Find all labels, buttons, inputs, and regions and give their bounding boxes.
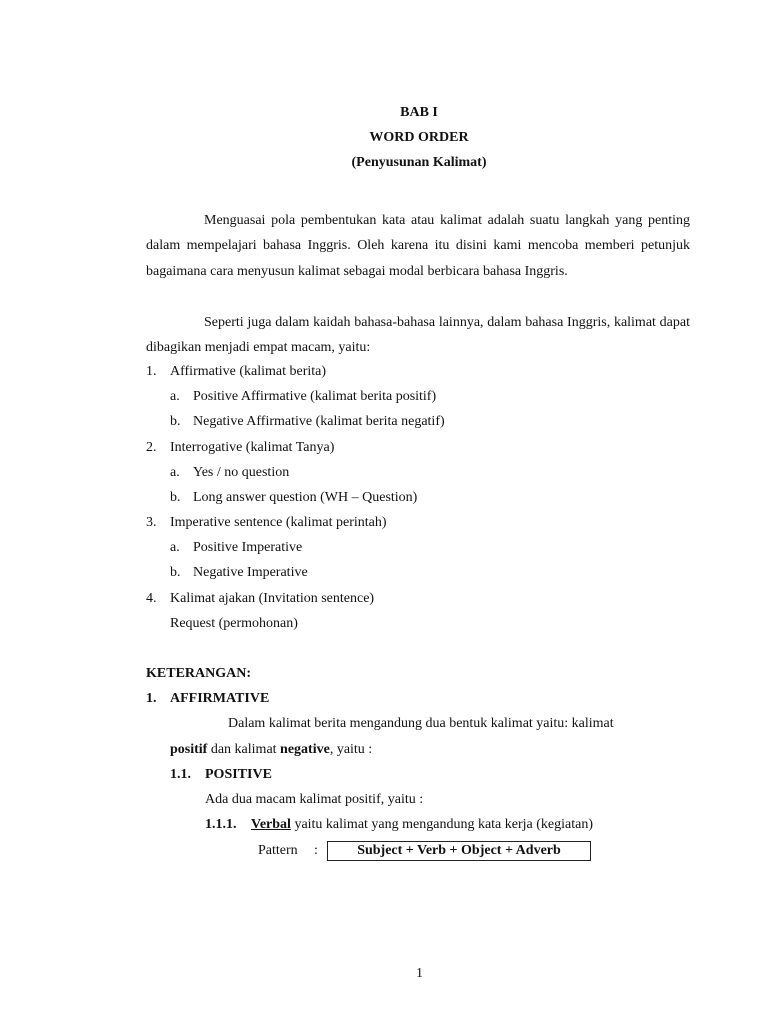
page-number: 1: [416, 966, 423, 981]
section-1-1-text: Ada dua macam kalimat positif, yaitu :: [205, 792, 424, 807]
list-item-1b: Negative Affirmative (kalimat berita negatif): [193, 414, 445, 429]
section-1-number: 1.: [146, 691, 157, 706]
list-num-4: 4.: [146, 591, 157, 606]
term-verbal: Verbal: [251, 817, 291, 832]
keterangan-heading: KETERANGAN:: [146, 666, 252, 681]
section-1-1-1-number: 1.1.1.: [205, 817, 237, 832]
section-1-text-line-1: Dalam kalimat berita mengandung dua bentuk kalimat yaitu: kalimat: [228, 716, 614, 731]
section-1-1-1-text: [251, 817, 593, 833]
list-item-2: Interrogative (kalimat Tanya): [170, 440, 335, 455]
list-item-4-sub: Request (permohonan): [170, 616, 298, 631]
list-num-1a: a.: [170, 389, 180, 404]
pattern-label: Pattern: [258, 843, 298, 858]
list-num-3a: a.: [170, 540, 180, 555]
section-1-1-number: 1.1.: [170, 767, 191, 782]
intro-paragraph-1: Menguasai pola pembentukan kata atau kalimat adalah suatu langkah yang penting dalam mempelajari bahasa Inggris. Oleh karena itu disini kami mencoba memberi petunjuk bagaimana cara menyusun kalimat sebagai modal berbicara bahasa Inggris.: [146, 213, 690, 279]
list-num-3: 3.: [146, 515, 157, 530]
list-num-1: 1.: [146, 364, 157, 379]
chapter-subtitle: (Penyusunan Kalimat): [351, 155, 487, 170]
intro-paragraph-2: Seperti juga dalam kaidah bahasa-bahasa lainnya, dalam bahasa Inggris, kalimat dapat dibagikan menjadi empat macam, yaitu:: [146, 315, 690, 356]
chapter-label: BAB I: [400, 105, 438, 120]
list-num-2a: a.: [170, 465, 180, 480]
list-item-3: Imperative sentence (kalimat perintah): [170, 515, 387, 530]
chapter-title: WORD ORDER: [369, 130, 469, 145]
pattern-colon: :: [314, 843, 318, 858]
list-item-1a: Positive Affirmative (kalimat berita positif): [193, 389, 437, 404]
list-item-1: Affirmative (kalimat berita): [170, 364, 327, 379]
text-mid: dan kalimat: [207, 742, 281, 757]
list-num-2b: b.: [170, 490, 181, 505]
pattern-formula-box: Subject + Verb + Object + Adverb: [327, 841, 591, 861]
list-item-3b: Negative Imperative: [193, 565, 308, 580]
term-positif: positif: [170, 742, 208, 757]
list-num-1b: b.: [170, 414, 181, 429]
term-negative: negative: [280, 742, 330, 757]
list-num-3b: b.: [170, 565, 181, 580]
section-1-text-line-2: [170, 742, 372, 758]
list-item-2a: Yes / no question: [193, 465, 290, 480]
verbal-description: yaitu kalimat yang mengandung kata kerja (kegiatan): [290, 817, 593, 832]
section-1-1-title: POSITIVE: [205, 767, 272, 782]
list-item-2b: Long answer question (WH – Question): [193, 490, 418, 505]
list-item-4: Kalimat ajakan (Invitation sentence): [170, 591, 375, 606]
text-end: , yaitu :: [329, 742, 373, 757]
list-num-2: 2.: [146, 440, 157, 455]
list-item-3a: Positive Imperative: [193, 540, 303, 555]
section-1-title: AFFIRMATIVE: [170, 691, 270, 706]
